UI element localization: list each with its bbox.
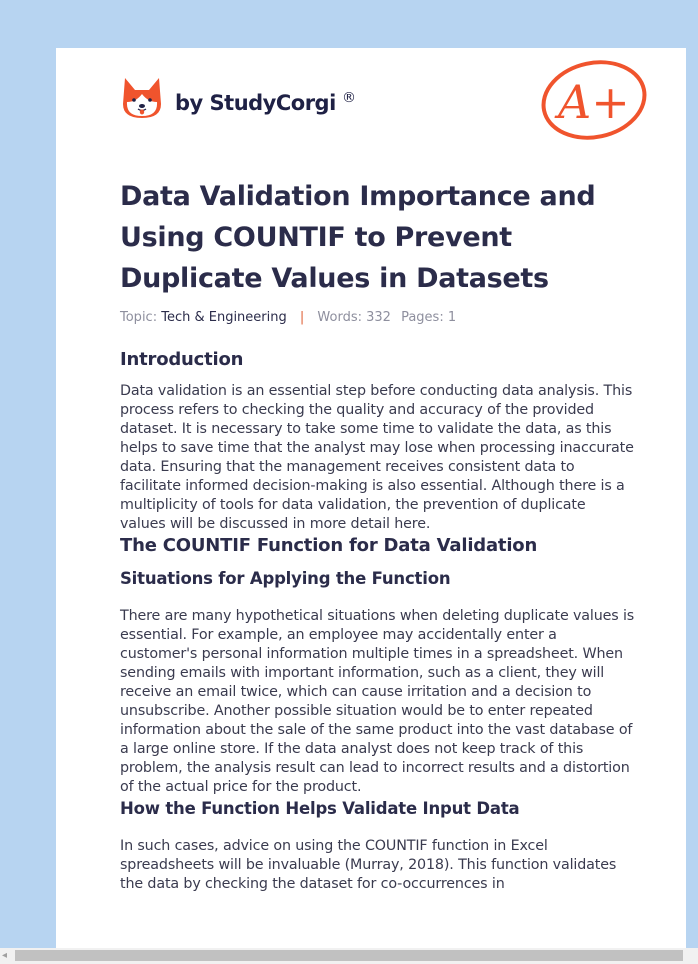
section-heading-countif: The COUNTIF Function for Data Validation: [120, 535, 538, 556]
word-count: Words: 332: [317, 310, 391, 325]
registered-mark: ®: [342, 90, 356, 106]
paragraph-how-validate: In such cases, advice on using the COUNTIF function in Excel spreadsheets will be invaluable (Murray, 2018). This function validates the data by checking the dataset for co-occurrences in: [120, 838, 617, 892]
horizontal-scrollbar[interactable]: [0, 948, 698, 964]
grade-text: A+: [558, 75, 630, 129]
section-heading-introduction: Introduction: [120, 349, 244, 370]
corgi-logo-icon: [122, 76, 162, 120]
a-plus-grade-icon: [538, 58, 648, 140]
article: [120, 176, 635, 894]
topic-link[interactable]: Tech & Engineering: [161, 310, 287, 325]
document-page: [56, 48, 686, 964]
scroll-left-arrow-icon[interactable]: ◂: [2, 950, 8, 961]
article-meta: [120, 310, 635, 325]
topic-label: Topic:: [120, 310, 158, 325]
section-heading-how-validate: How the Function Helps Validate Input Data: [120, 799, 520, 818]
section-heading-situations: Situations for Applying the Function: [120, 569, 451, 588]
meta-separator: |: [299, 310, 305, 325]
paragraph-introduction: Data validation is an essential step before conducting data analysis. This process refers to checking the quality and accuracy of the provided dataset. It is necessary to take some time to validate the data, as this helps to save time that the analyst may lose when processing inaccurate data. Ensuring that the management receives consistent data to facilitate informed decision-making is also essential. Although there is a multiplicity of tools for data validation, the prevention of duplicate values will be discussed in more detail here.: [120, 383, 634, 532]
paragraph-situations: There are many hypothetical situations when deleting duplicate values is essential. For example, an employee may accidentally enter a customer's personal information multiple times in a spreadsheet. When sending emails with important information, such as a client, they will receive an email twice, which can cause irritation and a decision to unsubscribe. Another possible situation would be to enter repeated information about the sale of the same product into the vast database of a large online store. If the data analyst does not keep track of this problem, the analysis result can lead to incorrect results and a distortion of the actual price for the product.: [120, 608, 635, 795]
brand-name: by StudyCorgi: [175, 91, 336, 115]
scrollbar-thumb[interactable]: [15, 950, 683, 961]
page-count: Pages: 1: [401, 310, 457, 325]
studycorgi-logo[interactable]: [122, 76, 356, 120]
article-title: Data Validation Importance and Using COUNTIF to Prevent Duplicate Values in Datasets: [120, 181, 596, 294]
